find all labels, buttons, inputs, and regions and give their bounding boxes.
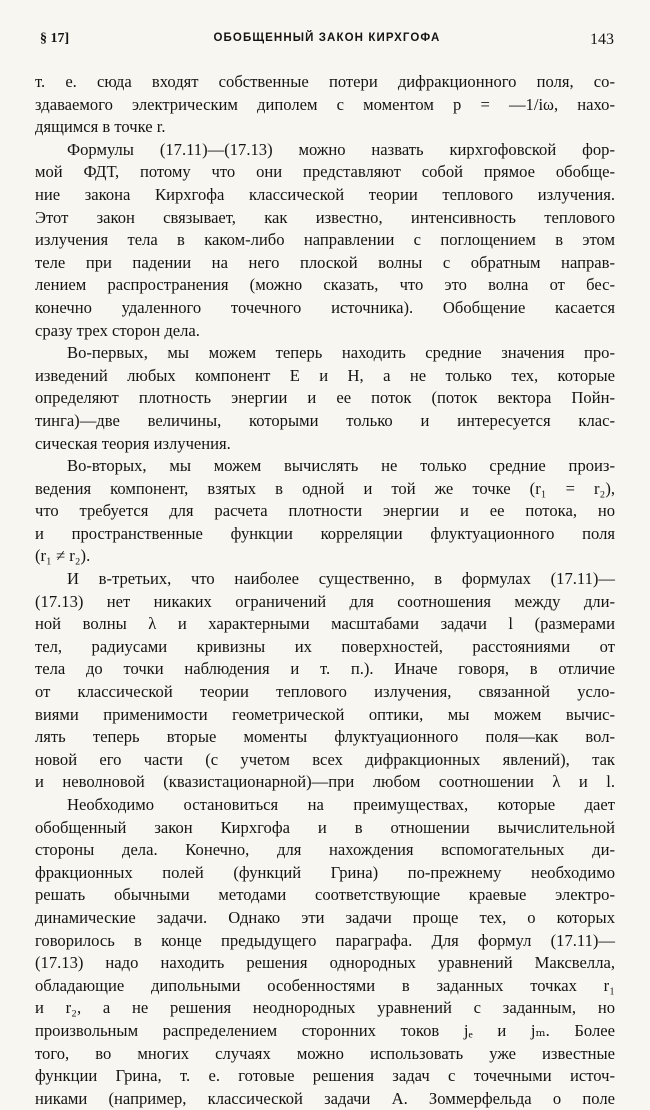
text-line: и r₂, а не решения неоднородных уравнений с заданным, но — [35, 998, 615, 1018]
text-line: т. е. сюда входят собственные потери дифракционного поля, со- — [35, 72, 615, 91]
text-line: никами (например, классической задачи А. Зоммерфельда о поле — [35, 1088, 615, 1108]
text-line: дящимся в точке r. — [35, 117, 166, 137]
text-line: произвольным распределением сторонних токов jₑ и jₘ. Более — [35, 1020, 615, 1040]
text-line: обладающие дипольными особенностями в заданных точках r₁ — [35, 975, 615, 995]
page-number: 143 — [590, 31, 614, 48]
text-line: Необходимо остановиться на преимуществах, которые дает — [67, 795, 615, 814]
text-line: и неволновой (квазистационарной)—при любом соотношении λ и l. — [35, 772, 615, 792]
text-line: здаваемого электрическим диполем с моментом p = —1/iω, нахо- — [35, 94, 615, 114]
text-line: изведений любых компонент E и H, а не только тех, которые — [35, 365, 615, 385]
section-number: § 17] — [40, 31, 70, 46]
text-line: определяют плотность энергии и ее поток (поток вектора Пойн- — [35, 388, 615, 408]
text-line: фракционных полей (функций Грина) по-прежнему необходимо — [35, 862, 615, 882]
text-line: от классической теории теплового излучения, связанной усло- — [35, 682, 615, 702]
text-line: излучения тела в каком-либо направлении с поглощением в этом — [35, 230, 615, 250]
text-line: лять теперь вторые моменты флуктуационного поля—как вол- — [35, 727, 615, 747]
running-header — [40, 31, 614, 53]
text-line: Формулы (17.11)—(17.13) можно назвать кирхгофовской фор- — [67, 139, 615, 159]
text-line: (r₁ ≠ r₂). — [35, 546, 91, 566]
text-line: динамические задачи. Однако эти задачи проще тех, о которых — [35, 907, 615, 927]
text-line: виями применимости геометрической оптики, мы можем вычис- — [35, 704, 615, 724]
text-line: говорилось в конце предыдущего параграфа. Для формул (17.11)— — [35, 930, 615, 950]
text-line: Во-первых, мы можем теперь находить средние значения про- — [67, 343, 615, 363]
text-line: обобщенный закон Кирхгофа и в отношении вычислительной — [35, 817, 615, 837]
text-line: тинга)—две величины, которыми только и интересуется клас- — [35, 410, 615, 430]
text-line: тел, радиусами кривизны их поверхностей, расстояниями от — [35, 636, 615, 656]
text-line: и пространственные функции корреляции флуктуационного поля — [35, 523, 615, 543]
text-line: (17.13) надо находить решения однородных уравнений Максвелла, — [35, 953, 615, 973]
running-title: ОБОБЩЕННЫЙ ЗАКОН КИРХГОФА — [213, 32, 441, 44]
text-line: ной волны λ и характерными масштабами задачи l (размерами — [35, 614, 615, 634]
text-line: того, во многих случаях можно использовать уже известные — [35, 1043, 615, 1063]
text-line: мой ФДТ, потому что они представляют собой прямое обобще- — [35, 162, 615, 182]
text-line: тела до точки наблюдения и т. п.). Иначе говоря, в отличие — [35, 659, 615, 679]
text-line: функции Грина, т. е. готовые решения задач с точечными источ- — [35, 1066, 615, 1086]
text-line: лением распространения (можно сказать, что это волна от бес- — [35, 275, 615, 295]
text-line: ведения компонент, взятых в одной и той же точке (r₁ = r₂), — [35, 478, 615, 498]
text-line: новой его части (с учетом всех дифракционных явлений), так — [35, 749, 615, 769]
text-line: что требуется для расчета плотности энергии и ее потока, но — [35, 501, 615, 521]
text-line: сразу трех сторон дела. — [35, 320, 200, 340]
text-line: сическая теория излучения. — [35, 433, 231, 453]
text-line: (17.13) нет никаких ограничений для соотношения между дли- — [35, 591, 615, 611]
text-line: решать обычными методами соответствующие краевые электро- — [35, 885, 615, 905]
text-line: конечно удаленного точечного источника). Обобщение касается — [35, 297, 615, 317]
text-line: Этот закон связывает, как известно, интенсивность теплового — [35, 207, 615, 227]
text-line: И в-третьих, что наиболее существенно, в формулах (17.11)— — [67, 569, 615, 589]
text-line: Во-вторых, мы можем вычислять не только средние произ- — [67, 456, 615, 476]
body-text — [35, 71, 615, 1110]
text-line: ние закона Кирхгофа классической теории теплового излучения. — [35, 184, 615, 204]
text-line: стороны дела. Конечно, для нахождения вспомогательных ди- — [35, 840, 615, 860]
text-line: теле при падении на него плоской волны с обратным направ- — [35, 252, 615, 272]
